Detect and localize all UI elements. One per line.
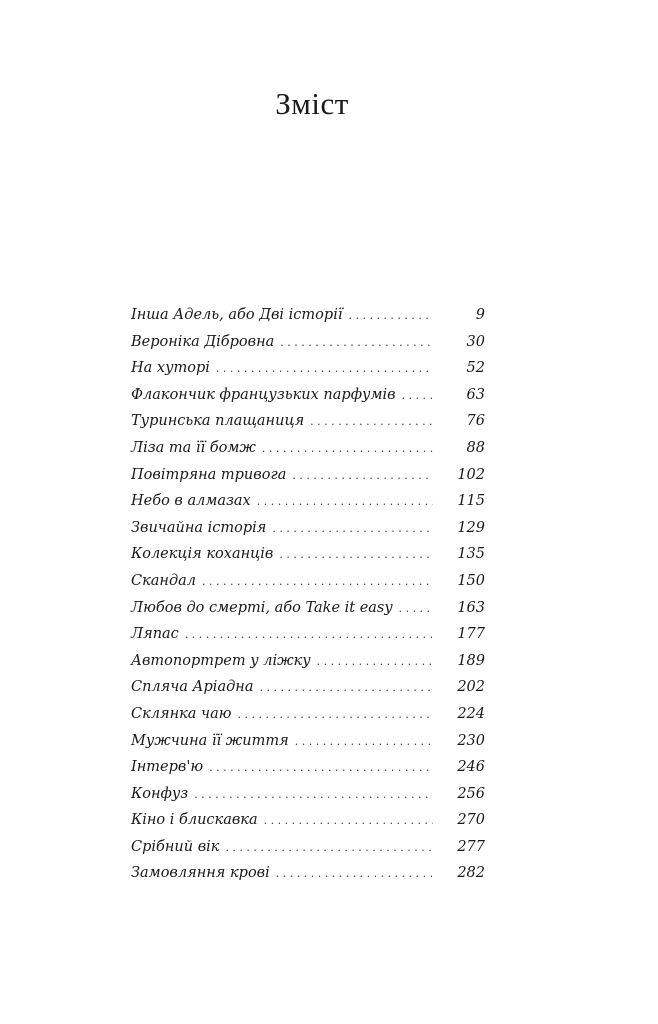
dot-leader <box>209 755 433 782</box>
toc-entry-title: Інша Адель, або Дві історії <box>131 307 343 323</box>
toc-entry[interactable] <box>131 834 485 861</box>
toc-entry-title: Ляпас <box>131 626 179 643</box>
dot-leader <box>202 569 433 596</box>
dot-leader <box>310 409 433 436</box>
toc-entry[interactable] <box>131 329 485 356</box>
dot-leader <box>402 383 433 410</box>
dot-leader <box>276 861 433 888</box>
toc-entry-page: 277 <box>457 838 485 855</box>
toc-entry-title: Ліза та її бомж <box>131 439 256 456</box>
toc-entry-page: 102 <box>457 466 485 483</box>
toc-entry-title: На хуторі <box>131 360 210 377</box>
dot-leader <box>257 489 433 516</box>
toc-entry-page: 30 <box>466 333 485 350</box>
toc-entry[interactable] <box>131 728 485 755</box>
toc-entry[interactable] <box>131 568 485 595</box>
toc-entry-title: Колекція коханців <box>131 546 274 563</box>
toc-entry[interactable] <box>131 355 485 382</box>
toc-entry-page: 135 <box>457 546 485 563</box>
toc-entry[interactable] <box>131 754 485 781</box>
toc-entry-page: 270 <box>457 812 485 829</box>
dot-leader <box>348 303 433 330</box>
toc-entry-title: Замовляння крові <box>131 865 270 882</box>
toc-entry[interactable] <box>131 462 485 489</box>
dot-leader <box>317 649 433 676</box>
toc-entry-page: 115 <box>457 493 485 510</box>
dot-leader <box>264 808 433 835</box>
toc-entry-page: 177 <box>457 626 485 643</box>
toc-entry-title: Інтерв'ю <box>131 759 204 776</box>
dot-leader <box>280 330 433 357</box>
toc-entry-title: Небо в алмазах <box>131 493 251 510</box>
dot-leader <box>262 436 433 463</box>
toc-entry-page: 63 <box>466 386 485 403</box>
toc-entry-page: 52 <box>466 360 485 377</box>
toc-entry[interactable] <box>131 515 485 542</box>
toc-entry-page: 224 <box>457 705 485 722</box>
toc-entry[interactable] <box>131 807 485 834</box>
toc-entry-title: Любов до смерті, або Take it easy <box>131 599 393 616</box>
toc-entry-title: Конфуз <box>131 785 189 802</box>
toc-entry[interactable] <box>131 648 485 675</box>
dot-leader <box>194 782 433 809</box>
toc-entry-page: 246 <box>457 759 485 776</box>
dot-leader <box>185 622 433 649</box>
toc-entry-title: Повітряна тривога <box>131 466 287 483</box>
toc-entry-title: Срібний вік <box>131 838 220 855</box>
dot-leader <box>272 516 433 543</box>
dot-leader <box>225 835 433 862</box>
toc-entry-title: Флакончик французьких парфумів <box>131 386 396 403</box>
dot-leader <box>237 702 433 729</box>
toc-entry-page: 129 <box>457 519 485 536</box>
toc-entry[interactable] <box>131 674 485 701</box>
toc-entry-title: Склянка чаю <box>131 705 232 722</box>
toc-entry-title: Автопортрет у ліжку <box>131 652 311 669</box>
dot-leader <box>399 596 433 623</box>
toc-entry-page: 230 <box>457 732 485 749</box>
toc-entry-page: 88 <box>466 439 485 456</box>
dot-leader <box>279 542 433 569</box>
dot-leader <box>292 463 433 490</box>
toc-entry[interactable] <box>131 541 485 568</box>
toc-entry[interactable] <box>131 302 485 329</box>
dot-leader <box>259 675 433 702</box>
toc-entry[interactable] <box>131 621 485 648</box>
page-title: Зміст <box>275 86 349 121</box>
toc-entry-page: 163 <box>457 599 485 616</box>
dot-leader <box>216 356 433 383</box>
toc-entry-title: Звичайна історія <box>131 519 267 536</box>
toc-entry-page: 256 <box>457 785 485 802</box>
toc-entry[interactable] <box>131 435 485 462</box>
toc-entry[interactable] <box>131 701 485 728</box>
toc-entry-title: Вероніка Дібровна <box>131 333 275 350</box>
toc-entry[interactable] <box>131 860 485 887</box>
toc-entry[interactable] <box>131 781 485 808</box>
dot-leader <box>295 729 433 756</box>
toc-entry-page: 189 <box>457 652 485 669</box>
toc-entry-page: 76 <box>466 413 485 430</box>
toc-entry[interactable] <box>131 488 485 515</box>
toc-entry-title: Спляча Аріадна <box>131 679 254 696</box>
toc-entry-title: Туринська плащаниця <box>131 413 305 430</box>
toc-entry[interactable] <box>131 382 485 409</box>
toc-entry-title: Мужчина її життя <box>131 732 289 749</box>
toc-entry-title: Кіно і блискавка <box>131 812 258 829</box>
toc-entry-page: 150 <box>457 572 485 589</box>
toc-entry-page: 202 <box>457 679 485 696</box>
toc-entry-page: 9 <box>475 307 485 323</box>
table-of-contents <box>131 302 485 887</box>
toc-entry-title: Скандал <box>131 572 197 589</box>
toc-entry[interactable] <box>131 595 485 622</box>
toc-entry[interactable] <box>131 408 485 435</box>
toc-entry-page: 282 <box>457 865 485 882</box>
